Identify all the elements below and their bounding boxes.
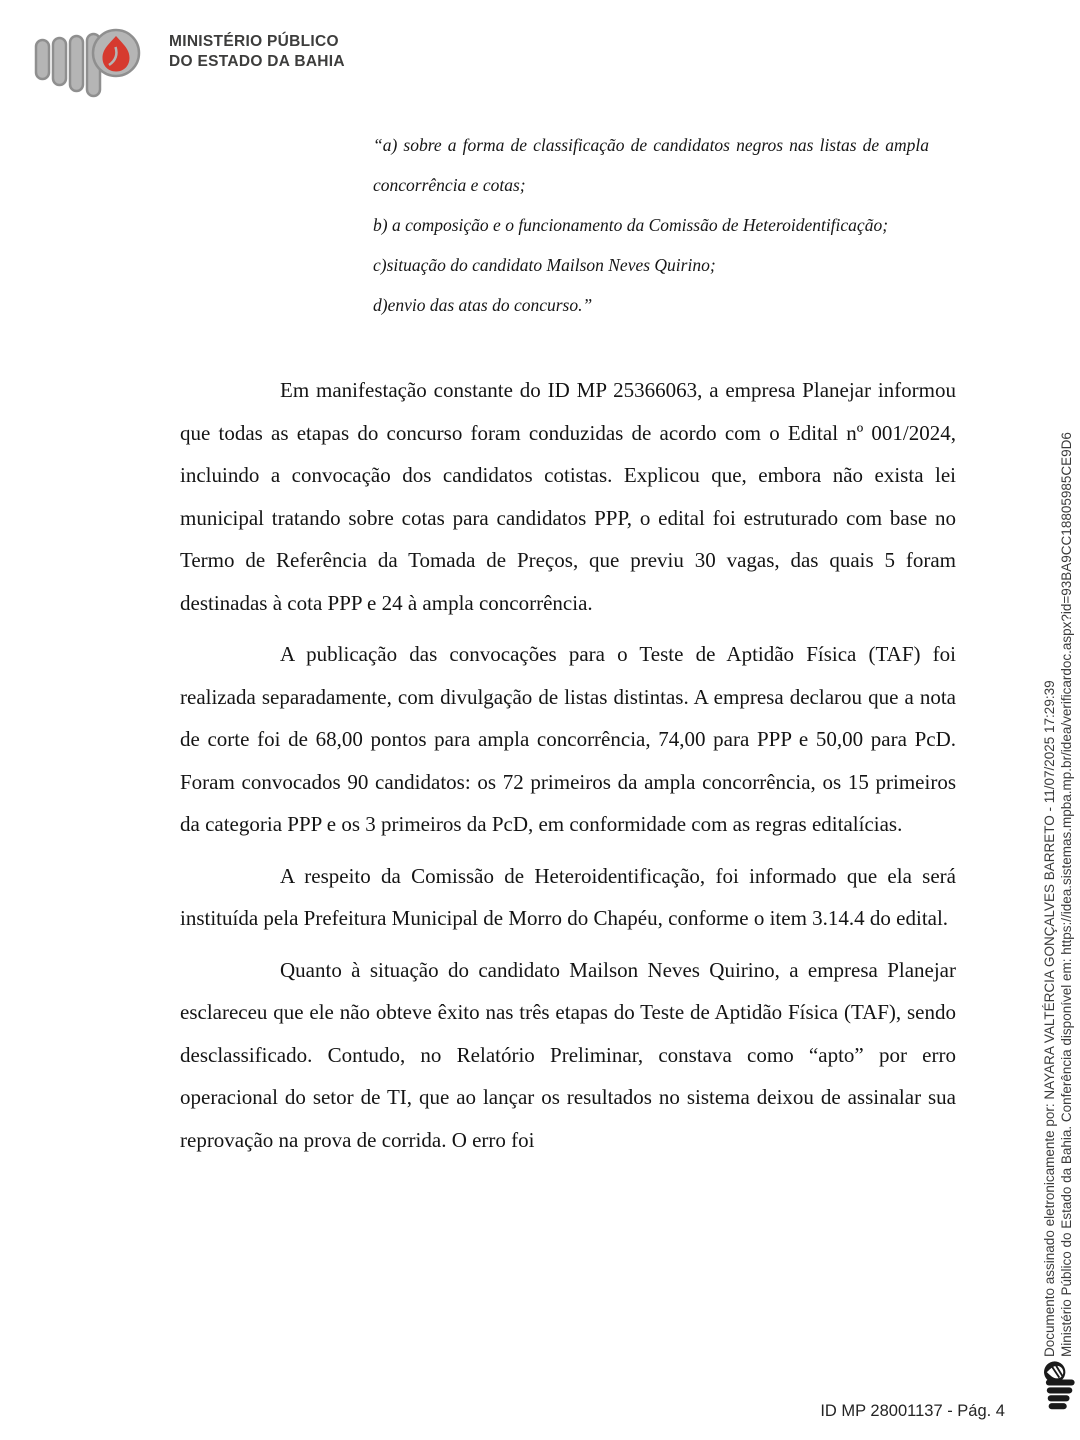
paragraph: A publicação das convocações para o Teste de Aptidão Física (TAF) foi realizada separadamente, com divulgação de listas distintas. A empresa declarou que a nota de corte foi de 68,00 pontos para ampla concorrência, 74,00 para PPP e 50,00 para PcD. Foram convocados 90 candidatos: os 72 primeiros da ampla concorrência, os 15 primeiros da categoria PPP e os 3 primeiros da PcD, em conformidade com as regras editalícias. xyxy=(180,642,956,836)
org-name-line2: DO ESTADO DA BAHIA xyxy=(169,52,345,70)
paragraph: A respeito da Comissão de Heteroidentificação, foi informado que ela será instituída pela Prefeitura Municipal de Morro do Chapéu, conforme o item 3.14.4 do edital. xyxy=(180,863,956,930)
quote-item-d: d)envio das atas do concurso.” xyxy=(373,295,593,315)
mpba-logo-small-icon xyxy=(1036,1354,1078,1412)
paragraph: Quanto à situação do candidato Mailson Neves Quirino, a empresa Planejar esclareceu que ele não obteve êxito nas três etapas do Teste de Aptidão Física (TAF), sendo desclassificado. Contudo, no Relatório Preliminar, constava como “apto” por erro operacional do setor de TI, que ao lançar os resultados no sistema deixou de assinalar sua reprovação na prova de corrida. O erro foi xyxy=(180,957,956,1152)
quote-item-b: b) a composição e o funcionamento da Comissão de Heteroidentificação; xyxy=(373,215,889,235)
quote-item-a: “a) sobre a forma de classificação de candidatos negros nas listas de ampla concorrência e cotas; xyxy=(373,135,929,195)
quoted-items xyxy=(373,125,929,325)
org-name-line1: MINISTÉRIO PÚBLICO xyxy=(169,33,339,50)
document-body xyxy=(180,369,956,1170)
paragraph: Em manifestação constante do ID MP 25366063, a empresa Planejar informou que todas as etapas do concurso foram conduzidas de acordo com o Edital nº 001/2024, incluindo a convocação dos candidatos cotistas. Explicou que, embora não exista lei municipal tratando sobre cotas para candidatos PPP, o edital foi estruturado com base no Termo de Referência da Tomada de Preços, que previu 30 vagas, das quais 5 foram destinadas à cota PPP e 24 à ampla concorrência. xyxy=(180,378,956,615)
signature-stamp-line2: Ministério Público do Estado da Bahia. Conferência disponível em: https://idea.sistemas.mpba.mp.br/idea/verificardoc.aspx?id=93BA9CC18805985CE9D6 xyxy=(1058,432,1074,1357)
signature-stamp-line1: Documento assinado eletronicamente por: NAYARA VALTÉRCIA GONÇALVES BARRETO - 11/07/2025 17:29:39 xyxy=(1042,680,1057,1357)
signature-stamp xyxy=(1042,365,1075,1357)
quote-item-c: c)situação do candidato Mailson Neves Quirino; xyxy=(373,255,716,275)
mpba-logo-icon xyxy=(30,16,155,100)
org-name xyxy=(169,32,345,71)
letterhead xyxy=(30,16,345,100)
page-number: ID MP 28001137 - Pág. 4 xyxy=(820,1402,1005,1420)
